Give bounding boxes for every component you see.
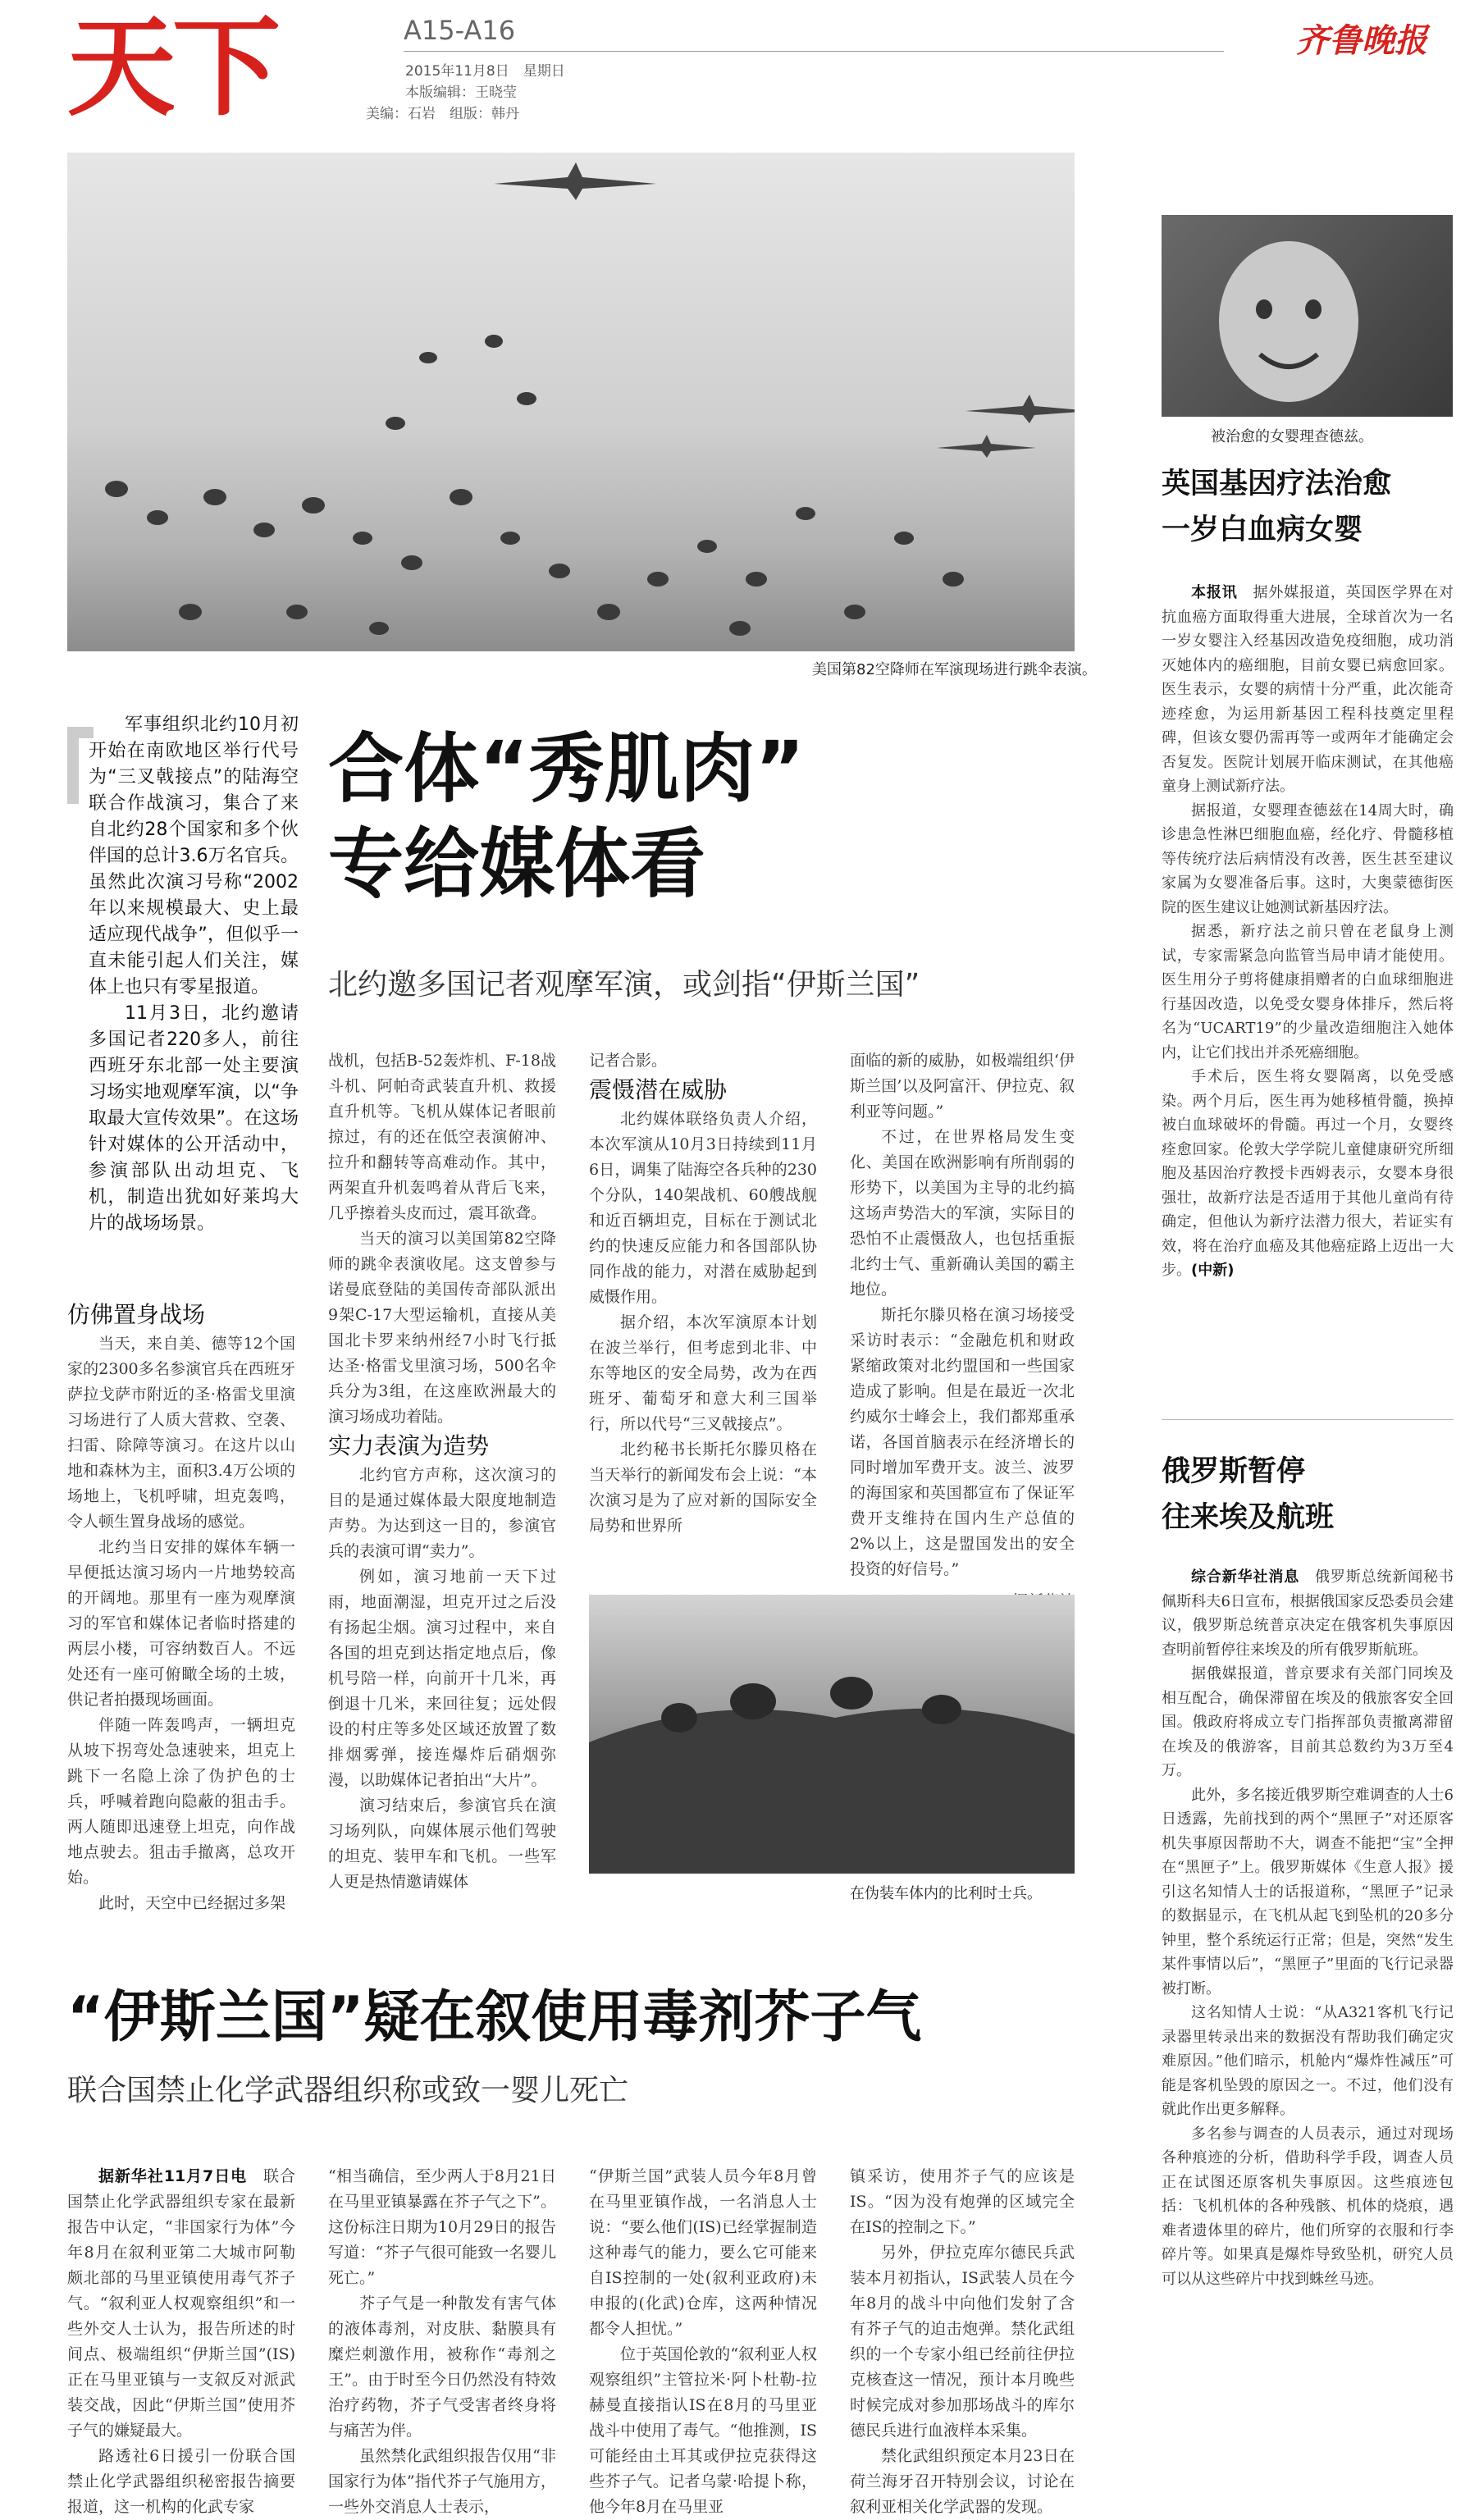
body-paragraph: 路透社6日援引一份联合国禁止化学武器组织秘密报告摘要报道，这一机构的化武专家 <box>67 2447 295 2516</box>
body-paragraph: 斯托尔滕贝格在演习场接受采访时表示：“金融危机和财政紧缩政策对北约盟国和一些国家造成了影响。但是在最近一次北约威尔士峰会上，我们都郑重承诺，各国首脑表示在经济增长的同时增加军费开支。波兰、波罗的海国家和英国都宣布了保证军费开支维持在国内生产总值的2%以上，这是盟国发出的安全投资的好信号。” <box>850 1306 1075 1578</box>
body-paragraph: 北约媒体联络负责人介绍，本次军演从10月3日持续到11月6日，调集了陆海空各兵种的230个分队，140架战机、60艘战舰和近百辆坦克，目标在于测试北约的快速反应能力和各国部队协同作战的能力，对潜在威胁起到威慑作用。 <box>589 1110 817 1306</box>
soldiers-photo <box>589 1595 1075 1874</box>
soldiers-photo-caption: 在伪装车体内的比利时士兵。 <box>850 1885 1042 1902</box>
main-story-column-1 <box>67 1299 295 1916</box>
dateline: 据新华社11月7日电 <box>98 2167 248 2185</box>
body-paragraph: 镇采访，使用芥子气的应该是IS。“因为没有炮弹的区域完全在IS的控制之下。” <box>850 2167 1075 2236</box>
baby-photo <box>1162 215 1453 417</box>
body-paragraph: 北约官方声称，这次演习的目的是通过媒体最大限度地制造声势。为达到这一目的，参演官兵的表演可谓“卖力”。 <box>328 1466 556 1560</box>
body-paragraph: 虽然禁化武组织报告仅用“非国家行为体”指代芥子气施用方，一些外交消息人士表示， <box>328 2447 556 2516</box>
headline-line-2: 专给媒体看 <box>328 820 706 908</box>
design-credit: 美编：石岩 组版：韩丹 <box>366 106 519 122</box>
body-paragraph: 例如，演习地前一天下过雨，地面潮湿，坦克开过之后没有扬起尘烟。演习过程中，来自各国的坦克到达指定地点后，像机号陪一样，向前开十几米，再倒退十几米，来回往复；远处假设的村庄等多处区域还放置了数排烟雾弹，接连爆炸后硝烟弥漫，以助媒体记者拍出“大片”。 <box>328 1568 556 1789</box>
page-numbers: A15-A16 <box>404 15 516 46</box>
main-story-column-2 <box>328 1048 556 1895</box>
sidebar2-body <box>1162 1565 1454 2291</box>
bottom-column-1 <box>67 2164 295 2520</box>
body-text: 联合国禁止化学武器组织专家在最新报告中认定，“非国家行为体”今年8月在叙利亚第二大城市阿勒颇北部的马里亚镇使用毒气芥子气。“叙利亚人权观察组织”和一些外交人士认为，报告所述的时间点、极端组织“伊斯兰国”(IS)正在马里亚镇与一支叙反对派武装交战，因此“伊斯兰国”使用芥子气的嫌疑最大。 <box>67 2167 295 2440</box>
sidebar1-headline <box>1162 461 1457 553</box>
sidebar2-headline-line-1: 俄罗斯暂停 <box>1162 1455 1306 1488</box>
main-headline <box>328 722 805 912</box>
body-paragraph <box>1162 1065 1454 1283</box>
body-paragraph: “相当确信，至少两人于8月21日在马里亚镇暴露在芥子气之下”。这份标注日期为10月29日的报告写道：“芥子气很可能致一名婴儿死亡。” <box>328 2167 556 2287</box>
bottom-subtitle: 联合国禁止化学武器组织称或致一婴儿死亡 <box>67 2074 629 2107</box>
main-subtitle: 北约邀多国记者观摩军演，或剑指“伊斯兰国” <box>328 968 920 1002</box>
sidebar1-headline-line-2: 一岁白血病女婴 <box>1162 514 1363 546</box>
body-text: 俄罗斯总统新闻秘书佩斯科夫6日宣布，根据俄国家反恐委员会建议，俄罗斯总统普京决定在俄客机失事原因查明前暂停往来埃及的所有俄罗斯航班。 <box>1162 1568 1454 1659</box>
subheading: 仿佛置身战场 <box>67 1301 206 1328</box>
body-paragraph: 面临的新的威胁，如极端组织‘伊斯兰国’以及阿富汗、伊拉克、叙利亚等问题。” <box>850 1052 1075 1121</box>
dateline: 综合新华社消息 <box>1191 1568 1300 1586</box>
main-photo-caption: 美国第82空降师在军演现场进行跳伞表演。 <box>812 661 1097 678</box>
body-paragraph: “伊斯兰国”武装人员今年8月曾在马里亚镇作战，一名消息人士说：“要么他们(IS)已经掌握制造这种毒气的能力，要么它可能来自IS控制的一处(叙利亚政府)未申报的(化武)仓库，这两种情况都令人担忧。” <box>589 2167 817 2338</box>
masthead <box>0 0 1479 139</box>
newspaper-logo: 齐鲁晚报 <box>1296 21 1427 60</box>
body-paragraph: 禁化武组织预定本月23日在荷兰海牙召开特别会议，讨论在叙利亚相关化学武器的发现。 <box>850 2447 1075 2516</box>
bottom-column-3 <box>589 2164 817 2520</box>
body-paragraph: 据介绍，本次军演原本计划在波兰举行，但考虑到北非、中东等地区的安全局势，改为在西班牙、葡萄牙和意大利三国举行，所以代号“三叉戟接点”。 <box>589 1313 817 1433</box>
body-paragraph <box>67 2164 295 2444</box>
section-title: 天下 <box>67 5 277 131</box>
body-paragraph: 记者合影。 <box>589 1052 668 1070</box>
body-paragraph: 此时，天空中已经据过多架 <box>98 1894 286 1912</box>
paratrooper-photo <box>67 153 1075 651</box>
issue-date: 2015年11月8日 星期日 <box>405 63 565 80</box>
body-paragraph <box>1162 581 1454 799</box>
body-text: 据外媒报道，英国医学界在对抗血癌方面取得重大进展，全球首次为一名一岁女婴注入经基因改造免疫细胞，成功消灭她体内的癌细胞，目前女婴已病愈回家。医生表示，女婴的病情十分严重，此次能奇迹痊愈，为运用新基因工程科技奠定里程碑，但该女婴仍需再等一或两年才能确定会否复发。医院计划展开临床测试，在其他癌童身上测试新疗法。 <box>1162 584 1454 795</box>
lead-paragraph: 11月3日，北约邀请多国记者220多人，前往西班牙东北部一处主要演习场实地观摩军演，以“争取最大宣传效果”。在这场针对媒体的公开活动中，参演部队出动坦克、飞机，制造出犹如好莱坞大片的战场场景。 <box>89 1003 299 1234</box>
body-paragraph: 位于英国伦敦的“叙利亚人权观察组织”主管拉米·阿卜杜勒-拉赫曼直接指认IS在8月的马里亚战斗中使用了毒气。“他推测，IS可能经由土耳其或伊拉克获得这些芥子气。记者乌蒙·哈提卜称，他今年8月在马里亚 <box>589 2345 817 2516</box>
bottom-column-4 <box>850 2164 1075 2520</box>
body-paragraph: 据报道，女婴理查德兹在14周大时，确诊患急性淋巴细胞血癌，经化疗、骨髓移植等传统疗法后病情没有改善，医生甚至建议家属为女婴准备后事。这时，大奥蒙德街医院的医生建议让她测试新基因疗法。 <box>1162 801 1454 916</box>
body-paragraph: 当天的演习以美国第82空降师的跳伞表演收尾。这支曾参与诺曼底登陆的美国传奇部队派出9架C-17大型运输机，直接从美国北卡罗来纳州经7小时飞行抵达圣·格雷戈里演习场，500名伞兵分为3组，在这座欧洲最大的演习场成功着陆。 <box>328 1230 556 1426</box>
dateline: 本报讯 <box>1191 584 1238 601</box>
editor-credit: 本版编辑：王晓莹 <box>405 84 517 101</box>
bottom-column-2 <box>328 2164 556 2520</box>
bottom-headline: “伊斯兰国”疑在叙使用毒剂芥子气 <box>67 1985 922 2050</box>
body-paragraph: 此外，多名接近俄罗斯空难调查的人士6日透露，先前找到的两个“黑匣子”对还原客机失事原因帮助不大，调查不能把“宝”全押在“黑匣子”上。俄罗斯媒体《生意人报》援引这名知情人士的话报道称，“黑匣子”记录的数据显示，在飞机从起飞到坠机的20多分钟里，整个系统运行正常；但是，突然“发生某件事情以后”，“黑匣子”里面的飞行记录器被打断。 <box>1162 1786 1454 1997</box>
sidebar2-headline <box>1162 1449 1457 1541</box>
sidebar1-body <box>1162 581 1454 1283</box>
masthead-divider <box>404 51 1224 52</box>
body-text: 手术后，医生将女婴隔离，以免受感染。两个月后，医生再为她移植骨髓，换掉被白血球破坏的骨髓。再过一个月，女婴终痊愈回家。伦敦大学学院儿童健康研究所细胞及基因治疗教授卡西姆表示，女婴本身很强壮，故新疗法是否适用于其他儿童尚有待确定，但他认为新疗法潜力很大，若证实有效，将在治疗血癌及其他癌症路上迈出一大步。 <box>1162 1068 1454 1279</box>
main-story-column-3 <box>589 1048 817 1539</box>
body-paragraph: 多名参与调查的人员表示，通过对现场各种痕迹的分析，借助科学手段，调查人员正在试图还原客机失事原因。这些痕迹包括：飞机机体的各种残骸、机体的烧痕，遇难者遗体里的碎片，他们所穿的衣服和行李碎片等。如果真是爆炸导致坠机，研究人员可以从这些碎片中找到蛛丝马迹。 <box>1162 2125 1454 2288</box>
main-story-lead <box>89 712 299 1237</box>
body-paragraph <box>1162 1565 1454 1662</box>
body-paragraph: 另外，伊拉克库尔德民兵武装本月初指认，IS武装人员在今年8月的战斗中向他们发射了含有芥子气的迫击炮弹。禁化武组织的一个专家小组已经前往伊拉克核查这一情况，预计本月晚些时候完成对参加那场战斗的库尔德民兵进行血液样本采集。 <box>850 2244 1075 2440</box>
main-story-column-4 <box>850 1048 1075 1614</box>
body-paragraph: 北约当日安排的媒体车辆一早便抵达演习场内一片地势较高的开阔地。那里有一座为观摩演习的军官和媒体记者临时搭建的两层小楼，可容纳数百人。不远处还有一座可俯瞰全场的土坡，供记者拍摄现场画面。 <box>67 1538 295 1709</box>
source-credit: (中新) <box>1191 1262 1235 1279</box>
body-paragraph: 不过，在世界格局发生变化、美国在欧洲影响有所削弱的形势下，以美国为主导的北约搞这场声势浩大的军演，实际目的恐怕不止震慑敌人，也包括重振北约士气、重新确认美国的霸主地位。 <box>850 1128 1075 1299</box>
baby-photo-caption: 被治愈的女婴理查德兹。 <box>1211 428 1373 445</box>
body-paragraph: 据俄媒报道，普京要求有关部门同埃及相互配合，确保滞留在埃及的俄旅客安全回国。俄政府将成立专门指挥部负责撤离滞留在埃及的俄游客，目前其总数约为3万至4万。 <box>1162 1665 1454 1779</box>
body-paragraph: 据悉，新疗法之前只曾在老鼠身上测试，专家需紧急向监管当局申请才能使用。医生用分子剪将健康捐赠者的白血球细胞进行基因改造，以免受女婴身体排斥，然后将名为“UCART19”的少量改造细胞注入她体内，让它们找出并杀死癌细胞。 <box>1162 923 1454 1061</box>
body-paragraph: 战机，包括B-52轰炸机、F-18战斗机、阿帕奇武装直升机、救援直升机等。飞机从媒体记者眼前掠过，有的还在低空表演俯冲、拉升和翻转等高难动作。其中，两架直升机轰鸣着从背后飞来，几乎擦着头皮而过，震耳欲聋。 <box>328 1052 556 1222</box>
subheading: 震慑潜在威胁 <box>589 1076 728 1103</box>
headline-line-1: 合体“秀肌肉” <box>328 725 805 813</box>
parachutes <box>105 335 964 636</box>
body-paragraph: 演习结束后，参演官兵在演习场列队，向媒体展示他们驾驶的坦克、装甲车和飞机。一些军人更是热情邀请媒体 <box>328 1796 556 1891</box>
body-paragraph: 这名知情人士说：“从A321客机飞行记录器里转录出来的数据没有帮助我们确定灾难原因。”他们暗示，机舱内“爆炸性减压”可能是客机坠毁的原因之一。不过，他们没有就此作出更多解释。 <box>1162 2004 1454 2118</box>
aircraft <box>494 162 1075 458</box>
body-paragraph: 芥子气是一种散发有害气体的液体毒剂，对皮肤、黏膜具有糜烂刺激作用，被称作“毒剂之王”。由于时至今日仍然没有特效治疗药物，芥子气受害者终身将与痛苦为伴。 <box>328 2294 556 2440</box>
sidebar-divider <box>1162 1419 1454 1420</box>
lead-paragraph: 军事组织北约10月初开始在南欧地区举行代号为“三叉戟接点”的陆海空联合作战演习，集合了来自北约28个国家和多个伙伴国的总计3.6万名官兵。虽然此次演习号称“2002年以来规模最大、史上最适应现代战争”，但似乎一直未能引起人们关注，媒体上也只有零星报道。 <box>89 714 299 998</box>
sidebar1-headline-line-1: 英国基因疗法治愈 <box>1162 468 1392 500</box>
body-paragraph: 北约秘书长斯托尔滕贝格在当天举行的新闻发布会上说：“本次演习是为了应对新的国际安全局势和世界所 <box>589 1440 817 1535</box>
body-paragraph: 伴随一阵轰鸣声，一辆坦克从坡下拐弯处急速驶来，坦克上跳下一名隐上涂了伪护色的士兵，呼喊着跑向隐蔽的狙击手。两人随即迅速登上坦克，向作战地点驶去。狙击手撤离，总攻开始。 <box>67 1716 295 1887</box>
sidebar2-headline-line-2: 往来埃及航班 <box>1162 1501 1335 1534</box>
body-paragraph: 当天，来自美、德等12个国家的2300多名参演官兵在西班牙萨拉戈萨市附近的圣·格雷戈里演习场进行了人质大营救、空袭、扫雷、除障等演习。在这片以山地和森林为主，面积3.4万公顷的场地上，飞机呼啸，坦克轰鸣，令人顿生置身战场的感觉。 <box>67 1335 295 1531</box>
subheading: 实力表演为造势 <box>328 1432 490 1459</box>
